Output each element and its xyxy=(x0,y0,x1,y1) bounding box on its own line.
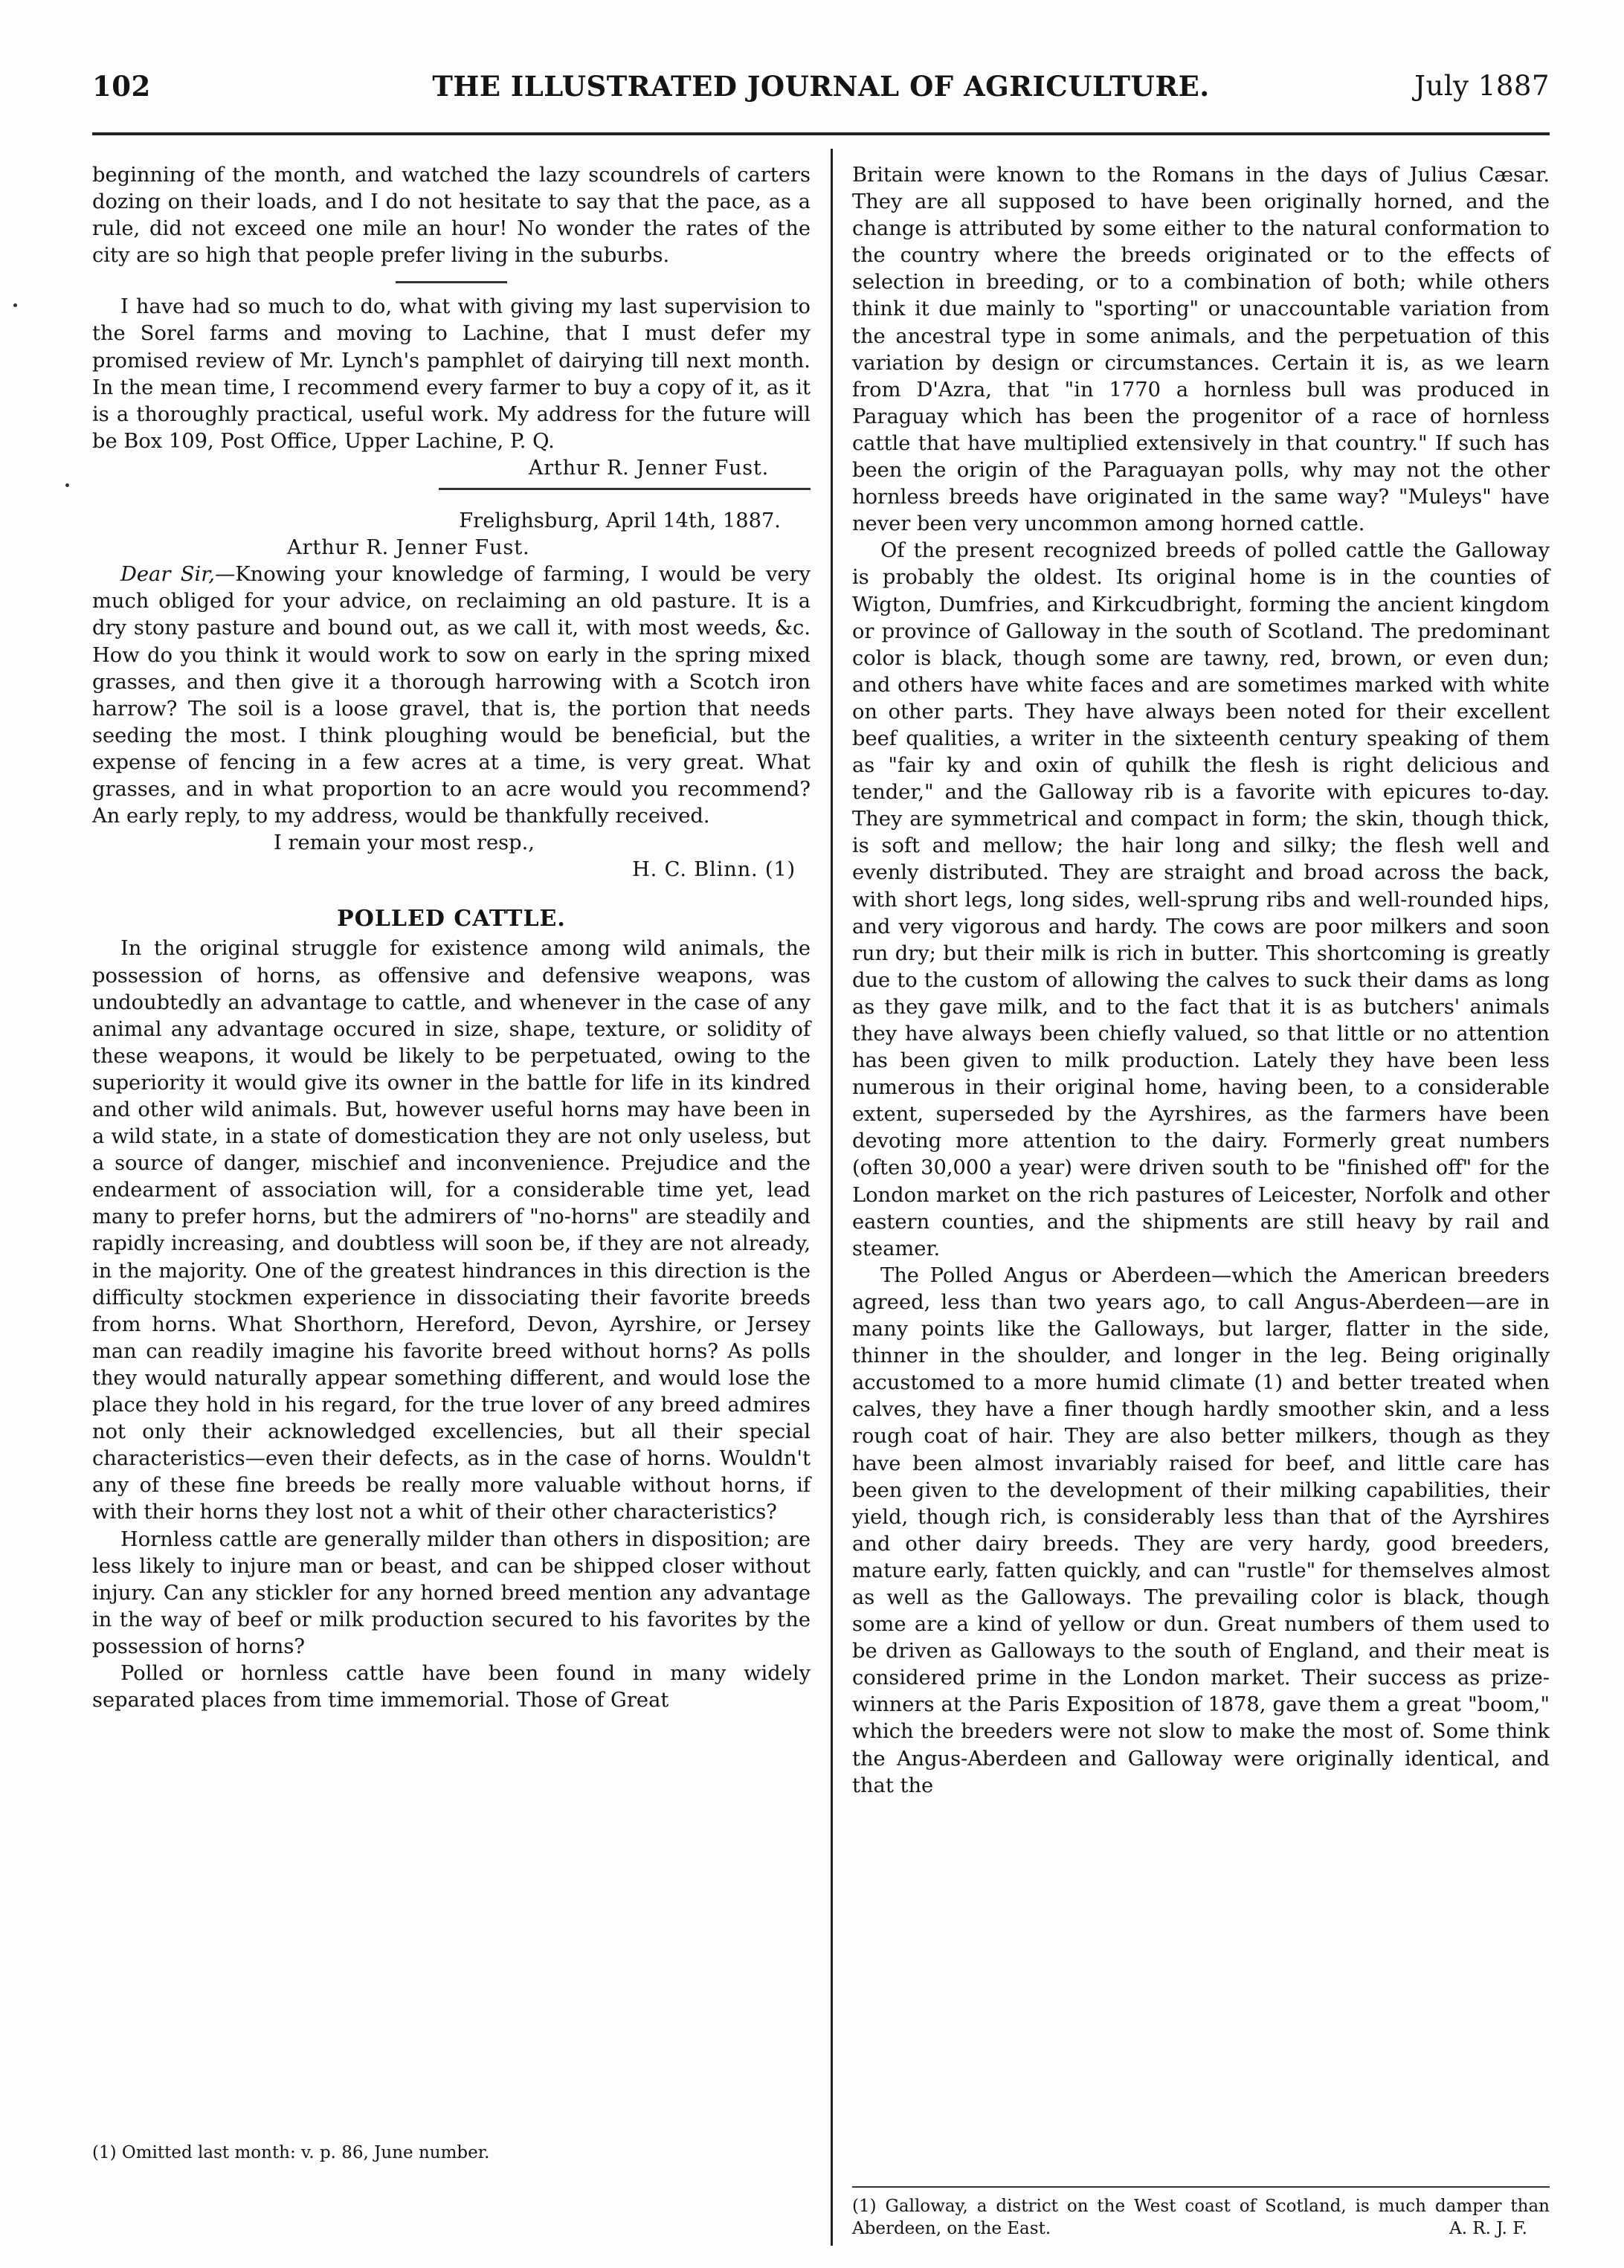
right-column xyxy=(852,162,1550,1800)
paragraph: Britain were known to the Romans in the days of Julius Cæsar. They are all supposed to have been originally horned, and the change is attributed by some either to the natural conformation to the country where the breeds originated or to the effects of selection in breeding, or to a combination of both; while others think it due mainly to "sporting" or unaccountable variation from the ancestral type in some animals, and the perpetuation of this variation by design or circumstances. Certain it is, as we learn from D'Azra, that "in 1770 a hornless bull was produced in Paraguay which has been the progenitor of a race of hornless cattle that have multiplied extensively in that country." If such has been the origin of the Paraguayan polls, why may not the other hornless breeds have originated in the same way? "Muleys" have never been very uncommon among horned cattle. xyxy=(852,164,1550,536)
footnote-text: (1) Galloway, a district on the West coast of Scotland, is much damper than Aberdeen, on the East. xyxy=(852,2197,1550,2238)
paragraph: In the original struggle for existence among wild animals, the possession of horns, as offensive and defensive weapons, was undoubtedly an advantage to cattle, and whenever in the case of any animal any advantage occured in size, shape, texture, or solidity of these weapons, it would be likely to be perpetuated, owing to the superiority it would give its owner in the battle for life in its kindred and other wild animals. But, however useful horns may have been in a wild state, in a state of domestication they are not only useless, but a source of danger, mischief and inconvenience. Prejudice and the endearment of association will, for a considerable time yet, lead many to prefer horns, but the admirers of "no-horns" are steadily and rapidly increasing, and doubtless will soon be, if they are not already, in the majority. One of the greatest hindrances in this direction is the difficulty stockmen experience in dissociating their favorite breeds from horns. What Shorthorn, Hereford, Devon, Ayrshire, or Jersey man can readily imagine his favorite breed without horns? As polls they would naturally appear something different, and would lose the place they hold in his regard, for the true lover of any breed admires not only their acknowledged excellencies, but all their special characteristics—even their defects, as in the case of horns. Wouldn't any of these fine breeds be really more valuable without horns, if with their horns they lost not a whit of their other characteristics? xyxy=(92,937,811,1524)
footnote-rule xyxy=(852,2186,1550,2188)
letter-salutation: Dear Sir, xyxy=(120,563,215,587)
paragraph: I have had so much to do, what with giving my last supervision to the Sorel farms and moving to Lachine, that I must defer my promised review of Mr. Lynch's pamphlet of dairying till next month. In the mean time, I recommend every farmer to buy a copy of it, as it is a thoroughly practical, useful work. My address for the future will be Box 109, Post Office, Upper Lachine, P. Q. xyxy=(92,295,811,453)
left-footnote: (1) Omitted last month: v. p. 86, June number. xyxy=(92,2143,490,2162)
page-header xyxy=(92,62,1550,115)
paragraph: Hornless cattle are generally milder than others in disposition; are less likely to injure man or beast, and can be shipped closer without injury. Can any stickler for any horned breed mention any advantage in the way of beef or milk production secured to his favorites by the possession of horns? xyxy=(92,1527,811,1658)
letter-addressee: Arthur R. Jenner Fust. xyxy=(287,536,530,560)
letter-signature: H. C. Blinn. (1) xyxy=(632,858,796,882)
paragraph: Polled or hornless cattle have been found in many widely separated places from time immemorial. Those of Great xyxy=(92,1661,811,1713)
right-footnote xyxy=(852,2195,1550,2240)
page-number: 102 xyxy=(92,70,151,103)
author-signature: Arthur R. Jenner Fust. xyxy=(528,456,769,480)
margin-dot xyxy=(13,303,17,307)
separator-rule xyxy=(439,488,811,490)
letter-closing: I remain your most resp., xyxy=(274,831,535,855)
letter-body: —Knowing your knowledge of farming, I would be very much obliged for your advice, on reclaiming an old pasture. It is a dry stony pasture and bound out, as we call it, with most weeds, &c. How do you think it would work to sow on early in the spring mixed grasses, and then give it a thorough harrowing with a Scotch iron harrow? The soil is a loose gravel, that is, the portion that needs seeding the most. I think ploughing would be beneficial, but the expense of fencing in a few acres at a time, is very great. What grasses, and in what proportion to an acre would you recommend? An early reply, to my address, would be thankfully received. xyxy=(92,563,811,828)
journal-title: THE ILLUSTRATED JOURNAL OF AGRICULTURE. xyxy=(432,70,1210,103)
paragraph: The Polled Angus or Aberdeen—which the American breeders agreed, less than two years ago, to call Angus-Aberdeen—are in many points like the Galloways, but larger, flatter in the side, thinner in the shoulder, and longer in the leg. Being originally accustomed to a more humid climate (1) and better treated when calves, they have a finer though hardly smoother skin, and a less rough coat of hair. They are also better milkers, though as they have been almost invariably raised for beef, and little care has been given to the development of their milking capabilities, their yield, though rich, is considerably less than that of the Ayrshires and other dairy breeds. They are very hardy, good breeders, mature early, fatten quickly, and can "rustle" for themselves almost as well as the Galloways. The prevailing color is black, though some are a kind of yellow or dun. Great numbers of them used to be driven as Galloways to the south of England, and their meat is considered prime in the London market. Their success as prize-winners at the Paris Exposition of 1878, gave them a great "boom," which the breeders were not slow to make the most of. Some think the Angus-Aberdeen and Galloway were originally identical, and that the xyxy=(852,1263,1550,1797)
paragraph: Of the present recognized breeds of polled cattle the Galloway is probably the oldest. Its original home is in the counties of Wigton, Dumfries, and Kirkcudbright, forming the ancient kingdom or province of Galloway in the south of Scotland. The predominant color is black, though some are tawny, red, brown, or even dun; and others have white faces and are sometimes marked with white on other parts. They have always been noted for their excellent beef qualities, a writer in the sixteenth century speaking of them as "fair ky and oxin of quhilk the flesh is right delicious and tender," and the Galloway rib is a favorite with epicures to-day. They are symmetrical and compact in form; the skin, though thick, is soft and mellow; the hair long and silky; the flesh well and evenly distributed. They are straight and broad across the back, with short legs, long sides, well-sprung ribs and well-rounded hips, and very vigorous and hardy. The cows are poor milkers and soon run dry; but their milk is rich in butter. This shortcoming is greatly due to the custom of allowing the calves to suck their dams as long as they gave milk, and to the fact that it is as butchers' animals they have always been chiefly valued, so that little or no attention has been given to milk production. Lately they have been less numerous in their original home, having been, to a considerable extent, superseded by the Ayrshires, as the farmers have been devoting more attention to the dairy. Formerly great numbers (often 30,000 a year) were driven south to be "finished off" for the London market on the rich pastures of Leicester, Norfolk and other eastern counties, and the shipments are still heavy by rail and steamer. xyxy=(852,539,1550,1260)
issue-date: July 1887 xyxy=(1414,70,1550,102)
letter-dateline: Frelighsburg, April 14th, 1887. xyxy=(459,509,781,533)
left-column xyxy=(92,162,811,1714)
section-title: POLLED CATTLE. xyxy=(337,906,566,932)
header-rule xyxy=(92,132,1550,135)
paragraph: beginning of the month, and watched the lazy scoundrels of carters dozing on their loads, and I do not hesitate to say that the pace, as a rule, did not exceed one mile an hour! No wonder the rates of the city are so high that people prefer living in the suburbs. xyxy=(92,164,811,268)
margin-dot xyxy=(65,483,69,487)
separator-rule xyxy=(396,281,507,283)
column-divider xyxy=(831,149,833,2246)
footnote-initials: A. R. J. F. xyxy=(1449,2219,1527,2238)
